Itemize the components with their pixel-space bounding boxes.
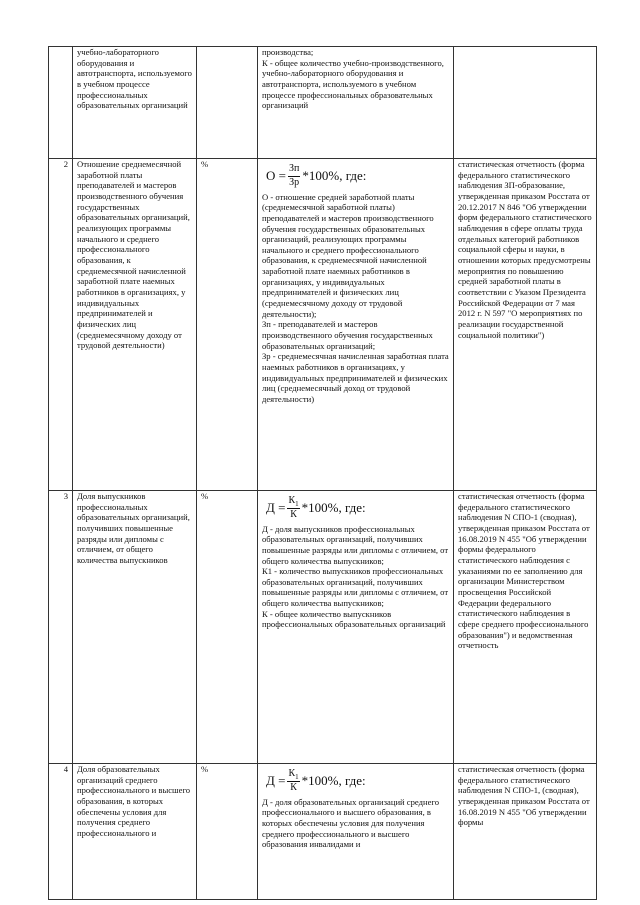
data-source: статистическая отчетность (форма федерального статистического наблюдения N СПО-1 (сводная), утвержденная приказом Росстата от 16.08.2019 N 455 "Об утверждении формы федерального статистического наблюдения с указаниями по ее заполнению для организации Министерством просвещения Российской Федерации федерального статистического наблюдения в сфере среднего профессионального образования") и ведомственная отчетность <box>454 491 597 764</box>
fraction-numerator <box>288 163 300 177</box>
unit-of-measure: % <box>197 491 258 764</box>
indicator-name: учебно-лабораторного оборудования и автотранспорта, используемого в учебном процессе профессиональных образовательных организаций <box>73 47 197 159</box>
fraction-denominator: К <box>290 782 297 794</box>
numerator-symbol: К <box>288 495 296 506</box>
method-paragraph: О - отношение средней заработной платы (среднемесячной заработной платы) преподавателей и мастеров производственного обучения государственных образовательных организаций, реализующих программы начального и среднего профессионального образования, к среднемесячной начисленной заработной плате наемных работников в организациях, у индивидуальных предпринимателей и физических лиц (среднемесячному доходу от трудовой деятельности); <box>262 191 434 319</box>
formula-fraction <box>288 163 300 189</box>
table-row <box>49 159 597 491</box>
method-paragraph: К - общее количество выпускников профессиональных образовательных организаций <box>262 608 446 630</box>
indicator-name: Отношение среднемесячной заработной платы преподавателей и мастеров производственного обучения государственных образовательных организаций, реализующих программы начального и среднего профессионального образования, к среднемесячной начисленной заработной плате наемных работников в организациях, у индивидуальных предпринимателей и физических лиц (среднемесячному доходу от трудовой деятельности) <box>73 159 197 491</box>
formula <box>266 768 449 794</box>
calculation-method <box>258 764 454 900</box>
formula-rhs: *100%, где: <box>302 168 367 184</box>
data-source <box>454 47 597 159</box>
method-paragraph: Д - доля выпускников профессиональных образовательных организаций, получивших повышенные разряды или дипломы с отличием, от общего количества выпускников; <box>262 523 449 566</box>
formula <box>266 163 449 189</box>
formula-fraction <box>287 495 299 521</box>
fraction-denominator: Зр <box>289 177 300 189</box>
calculation-method <box>258 47 454 159</box>
method-paragraph: Д - доля образовательных организаций среднего профессионального и высшего образования, в которых обеспечены условия для получения среднего профессионального и высшего образования инвалидами и <box>262 796 440 850</box>
fraction-denominator: К <box>290 509 297 521</box>
formula <box>266 495 449 521</box>
formula-rhs: *100%, где: <box>301 773 366 789</box>
calculation-method <box>258 159 454 491</box>
row-number: 4 <box>49 764 73 900</box>
unit-of-measure: % <box>197 764 258 900</box>
method-paragraph: Зр - среднемесячная начисленная заработная плата наемных работников в организациях, у индивидуальных предпринимателей и физических лиц (среднемесячный доход от трудовой деятельности) <box>262 351 449 405</box>
formula-lhs: Д = <box>266 500 286 516</box>
formula-fraction <box>287 768 299 794</box>
table-row <box>49 764 597 900</box>
table-row <box>49 491 597 764</box>
unit-of-measure <box>197 47 258 159</box>
table-body <box>49 47 597 900</box>
row-number <box>49 47 73 159</box>
formula-lhs: О = <box>266 168 286 184</box>
data-source: статистическая отчетность (форма федерального статистического наблюдения ЗП-образование, утвержденная приказом Росстата от 20.12.2017 N 846 "Об утверждении форм федерального статистического наблюдения в сфере оплаты труда отдельных категорий работников социальной сферы и науки, в отношении которых предусмотрены мероприятия по повышению средней заработной платы в соответствии с Указом Президента Российской Федерации от 7 мая 2012 г. N 597 "О мероприятиях по реализации государственной социальной политики") <box>454 159 597 491</box>
indicator-name: Доля выпускников профессиональных образовательных организаций, получивших повышенные разряды или дипломы с отличием, от общего количества выпускников <box>73 491 197 764</box>
fraction-numerator <box>287 495 299 509</box>
row-number: 2 <box>49 159 73 491</box>
method-paragraph: Зп - преподавателей и мастеров производственного обучения государственных образовательных организаций; <box>262 319 433 351</box>
numerator-subscript: 1 <box>295 500 299 508</box>
fraction-numerator <box>287 768 299 782</box>
formula-rhs: *100%, где: <box>301 500 366 516</box>
calculation-method <box>258 491 454 764</box>
numerator-symbol: К <box>288 768 296 779</box>
formula-lhs: Д = <box>266 773 286 789</box>
numerator-subscript: 1 <box>295 773 299 781</box>
numerator-symbol: Зп <box>288 163 300 174</box>
method-paragraph: производства; <box>262 47 314 57</box>
indicator-name: Доля образовательных организаций среднего профессионального и высшего образования, в которых обеспечены условия для получения среднего профессионального и <box>73 764 197 900</box>
indicators-table <box>48 46 597 900</box>
method-paragraph: К - общее количество учебно-производственного, учебно-лабораторного оборудования и автотранспорта, используемого в учебном процессе профессиональных образовательных организаций <box>262 57 444 111</box>
data-source: статистическая отчетность (форма федерального статистического наблюдения N СПО-1, (сводная), утвержденная приказом Росстата от 16.08.2019 N 455 "Об утверждении формы <box>454 764 597 900</box>
method-paragraph: К1 - количество выпускников профессиональных образовательных организаций, получивших повышенные разряды или дипломы с отличием, от общего количества выпускников; <box>262 566 449 609</box>
table-row <box>49 47 597 159</box>
row-number: 3 <box>49 491 73 764</box>
unit-of-measure: % <box>197 159 258 491</box>
